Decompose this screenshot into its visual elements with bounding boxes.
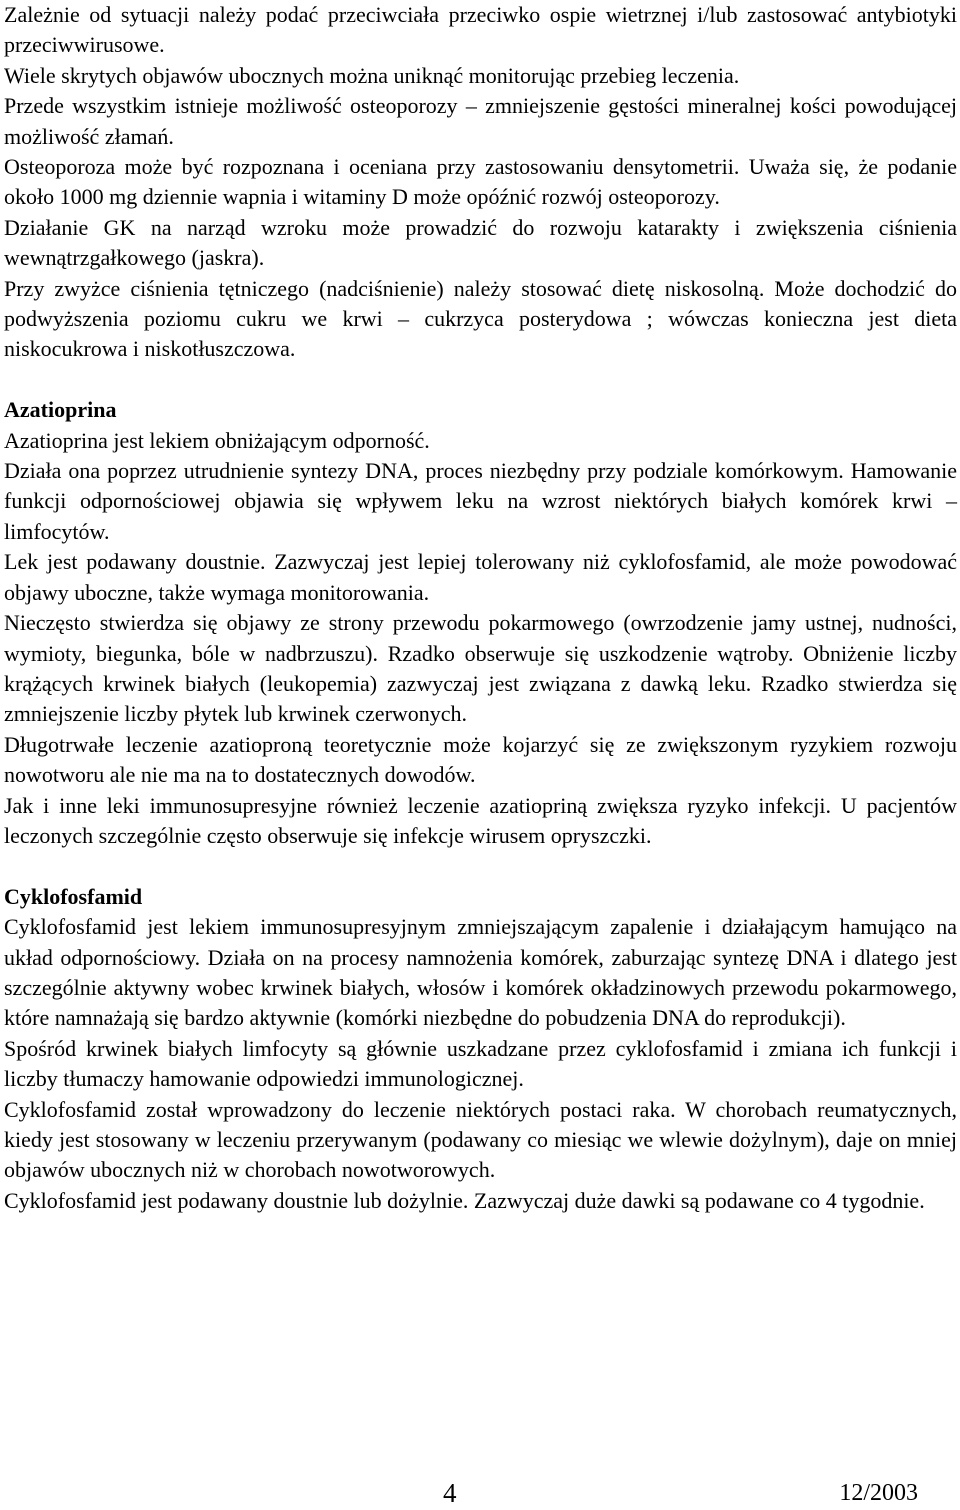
section-heading: Cyklofosfamid [4, 883, 143, 909]
section-paragraph: Spośród krwinek białych limfocyty są głównie uszkadzane przez cyklofosfamid i zmiana ich funkcji i liczby tłumaczy hamowanie odpowiedzi immunologicznej. [4, 1035, 957, 1092]
section-paragraph: Azatioprina jest lekiem obniżającym odporność. [4, 427, 430, 453]
azatioprina-section [4, 395, 957, 851]
section-gap [4, 365, 957, 395]
intro-paragraph: Przy zwyżce ciśnienia tętniczego (nadciśnienie) należy stosować dietę niskosolną. Może dochodzić do podwyższenia poziomu cukru we krwi – cukrzyca posterydowa ; wówczas konieczna jest dieta niskocukrowa i niskotłuszczowa. [4, 275, 957, 362]
section-paragraph: Długotrwałe leczenie azatioproną teoretycznie może kojarzyć się ze zwiększonym ryzykiem rozwoju nowotworu ale nie ma na to dostatecznych dowodów. [4, 731, 957, 788]
cyklofosfamid-section [4, 882, 957, 1216]
footer-date: 12/2003 [839, 1480, 918, 1506]
document-page [4, 0, 957, 1216]
intro-paragraph: Wiele skrytych objawów ubocznych można uniknąć monitorując przebieg leczenia. [4, 62, 740, 88]
section-paragraph: Działa ona poprzez utrudnienie syntezy DNA, proces niezbędny przy podziale komórkowym. Hamowanie funkcji odpornościowej objawia się wpływem leku na wzrost niektórych białych komórek krwi – limfocytów. [4, 458, 957, 544]
section-gap [4, 851, 957, 881]
intro-paragraph: Osteoporoza może być rozpoznana i oceniana przy zastosowaniu densytometrii. Uważa się, że podanie około 1000 mg dziennie wapnia i witaminy D może opóźnić rozwój osteoporozy. [4, 154, 957, 210]
section-paragraph: Nieczęsto stwierdza się objawy ze strony przewodu pokarmowego (owrzodzenie jamy ustnej, nudności, wymioty, biegunka, bóle w nadbrzuszu). Rzadko obserwuje się uszkodzenie wątroby. Obniżenie liczby krążących krwinek białych (leukopemia) zazwyczaj jest związana z dawką leku. Rzadko stwierdza się zmniejszenie liczby płytek lub krwinek czerwonych. [4, 610, 957, 727]
section-paragraph: Lek jest podawany doustnie. Zazwyczaj jest lepiej tolerowany niż cyklofosfamid, ale może powodować objawy uboczne, także wymaga monitorowania. [4, 549, 957, 605]
section-paragraph: Cyklofosfamid jest podawany doustnie lub dożylnie. Zazwyczaj duże dawki są podawane co 4 tygodnie. [4, 1187, 925, 1213]
intro-section [4, 0, 957, 365]
section-paragraph: Jak i inne leki immunosupresyjne również leczenie azatiopriną zwiększa ryzyko infekcji. U pacjentów leczonych szczególnie często obserwuje się infekcje wirusem opryszczki. [4, 792, 957, 848]
section-paragraph: Cyklofosfamid został wprowadzony do leczenie niektórych postaci raka. W chorobach reumatycznych, kiedy jest stosowany w leczeniu przerywanym (podawany co miesiąc we wlewie dożylnym), daje on mniej objawów ubocznych niż w chorobach nowotworowych. [4, 1096, 957, 1183]
section-paragraph: Cyklofosfamid jest lekiem immunosupresyjnym zmniejszającym zapalenie i działającym hamująco na układ odpornościowy. Działa on na procesy namnożenia komórek, zaburzając syntezę DNA i dlatego jest szczególnie aktywny wobec krwinek białych, włosów i komórek okładzinowych przewodu pokarmowego, które namnażają się bardzo aktywnie (komórki niezbędne do pobudzenia DNA do reprodukcji). [4, 914, 957, 1031]
page-number: 4 [443, 1478, 457, 1508]
section-heading: Azatioprina [4, 397, 117, 423]
intro-paragraph: Działanie GK na narząd wzroku może prowadzić do rozwoju katarakty i zwiększenia ciśnienia wewnątrzgałkowego (jaskra). [4, 214, 957, 271]
intro-paragraph: Przede wszystkim istnieje możliwość osteoporozy – zmniejszenie gęstości mineralnej kości powodującej możliwość złamań. [4, 93, 957, 149]
intro-paragraph: Zależnie od sytuacji należy podać przeciwciała przeciwko ospie wietrznej i/lub zastosować antybiotyki przeciwwirusowe. [4, 2, 957, 58]
